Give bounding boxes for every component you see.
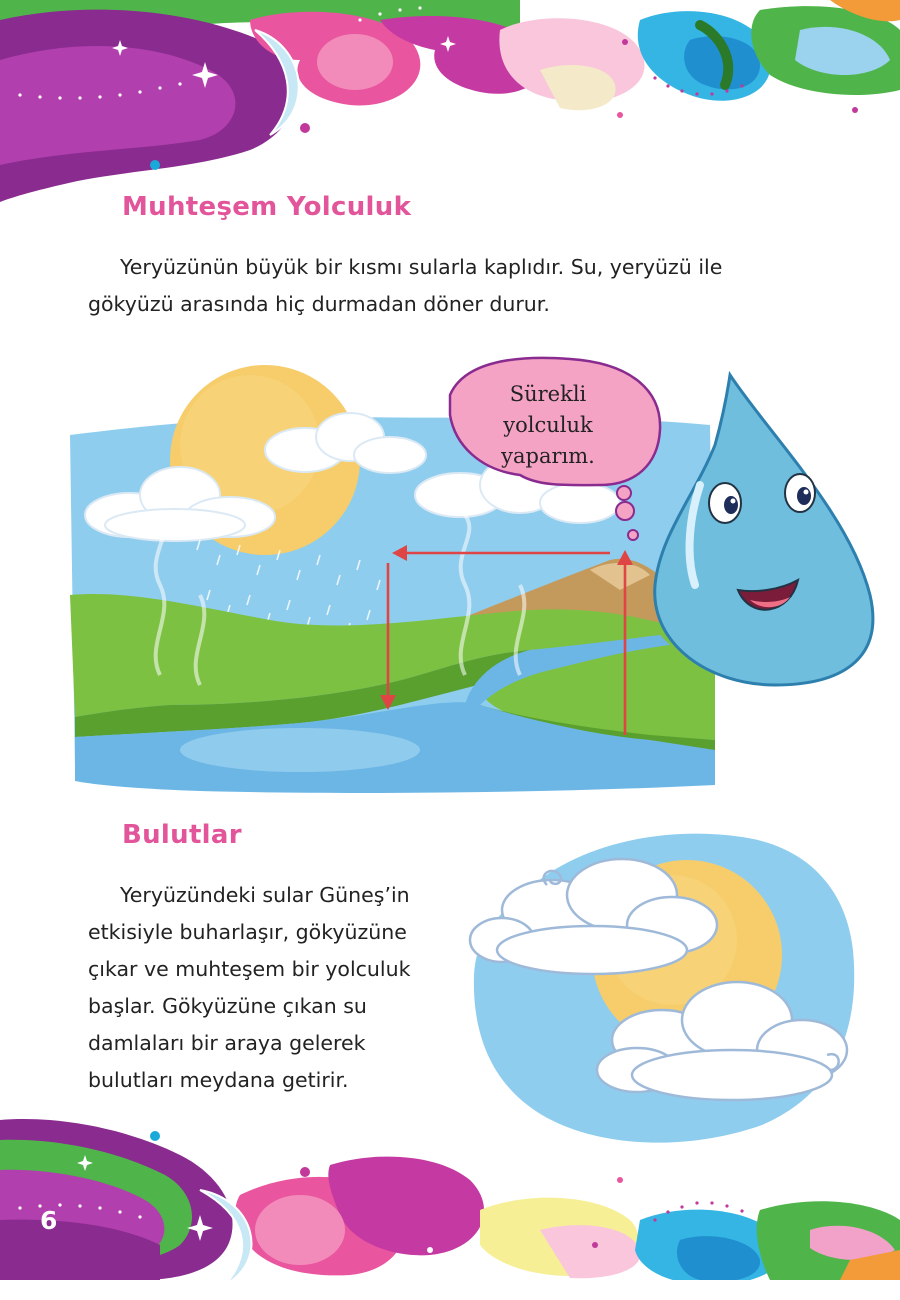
water-drop-character — [655, 375, 873, 685]
clouds-line: başlar. Gökyüzüne çıkan su — [88, 994, 367, 1018]
speech-bubble-text — [488, 379, 608, 472]
intro-line: gökyüzü arasında hiç durmadan döner durur. — [88, 292, 550, 316]
top-decorative-banner — [0, 0, 900, 215]
bottom-decorative-banner — [0, 1100, 900, 1300]
water-cycle-illustration — [50, 345, 900, 815]
clouds-line: damlaları bir araya gelerek — [88, 1031, 366, 1055]
speech-line: Sürekli — [509, 382, 587, 406]
speech-line: yolculuk — [503, 413, 593, 437]
intro-line: Yeryüzünün büyük bir kısmı sularla kaplıdır. Su, yeryüzü ile — [120, 255, 723, 279]
clouds-line: çıkar ve muhteşem bir yolculuk — [88, 957, 411, 981]
clouds-paragraph — [88, 877, 410, 1099]
clouds-line: etkisiyle buharlaşır, gökyüzüne — [88, 920, 407, 944]
section-title-muhtesem-yolculuk: Muhteşem Yolculuk — [122, 192, 412, 222]
intro-paragraph — [88, 249, 722, 323]
section-title-bulutlar: Bulutlar — [122, 820, 242, 850]
clouds-line: Yeryüzündeki sular Güneş’in — [120, 883, 410, 907]
speech-line: yaparım. — [501, 444, 595, 468]
clouds-line: bulutları meydana getirir. — [88, 1068, 349, 1092]
page-number: 6 — [40, 1206, 58, 1235]
